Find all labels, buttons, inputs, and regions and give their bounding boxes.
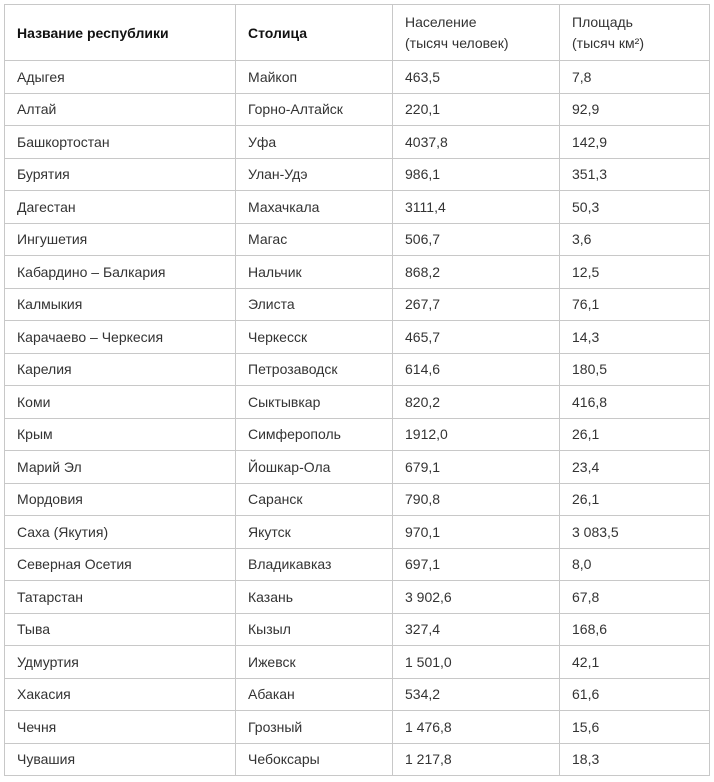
header-area (560, 5, 710, 61)
cell-republic-name: Карачаево – Черкесия (5, 321, 236, 354)
cell-population: 1 476,8 (393, 711, 560, 744)
cell-area: 18,3 (560, 743, 710, 776)
cell-area: 67,8 (560, 581, 710, 614)
cell-area: 26,1 (560, 483, 710, 516)
table-row (5, 158, 710, 191)
table-row (5, 61, 710, 94)
cell-area: 351,3 (560, 158, 710, 191)
cell-capital: Саранск (236, 483, 393, 516)
cell-area: 50,3 (560, 191, 710, 224)
cell-republic-name: Башкортостан (5, 126, 236, 159)
cell-population: 506,7 (393, 223, 560, 256)
cell-population: 220,1 (393, 93, 560, 126)
table-row (5, 451, 710, 484)
table-row (5, 191, 710, 224)
header-population (393, 5, 560, 61)
cell-population: 327,4 (393, 613, 560, 646)
cell-capital: Петрозаводск (236, 353, 393, 386)
table-row (5, 418, 710, 451)
cell-area: 15,6 (560, 711, 710, 744)
cell-population: 534,2 (393, 678, 560, 711)
cell-capital: Чебоксары (236, 743, 393, 776)
cell-capital: Нальчик (236, 256, 393, 289)
cell-republic-name: Крым (5, 418, 236, 451)
table-row (5, 581, 710, 614)
table-row (5, 223, 710, 256)
cell-republic-name: Чечня (5, 711, 236, 744)
cell-republic-name: Тыва (5, 613, 236, 646)
cell-republic-name: Коми (5, 386, 236, 419)
cell-area: 142,9 (560, 126, 710, 159)
cell-capital: Черкесск (236, 321, 393, 354)
table-row (5, 743, 710, 776)
cell-capital: Симферополь (236, 418, 393, 451)
cell-area: 416,8 (560, 386, 710, 419)
cell-republic-name: Чувашия (5, 743, 236, 776)
cell-population: 679,1 (393, 451, 560, 484)
cell-republic-name: Мордовия (5, 483, 236, 516)
cell-capital: Уфа (236, 126, 393, 159)
cell-area: 3,6 (560, 223, 710, 256)
cell-republic-name: Удмуртия (5, 646, 236, 679)
header-area-title: Площадь (572, 13, 633, 30)
cell-area: 42,1 (560, 646, 710, 679)
table-row (5, 126, 710, 159)
cell-capital: Кызыл (236, 613, 393, 646)
cell-capital: Магас (236, 223, 393, 256)
table-row (5, 483, 710, 516)
cell-republic-name: Марий Эл (5, 451, 236, 484)
table-row (5, 711, 710, 744)
cell-republic-name: Карелия (5, 353, 236, 386)
cell-population: 3 902,6 (393, 581, 560, 614)
table-body (5, 61, 710, 776)
cell-capital: Ижевск (236, 646, 393, 679)
header-name: Название республики (5, 5, 236, 61)
cell-capital: Абакан (236, 678, 393, 711)
cell-republic-name: Адыгея (5, 61, 236, 94)
cell-population: 3111,4 (393, 191, 560, 224)
table-row (5, 288, 710, 321)
cell-capital: Махачкала (236, 191, 393, 224)
republics-table (4, 4, 710, 776)
table-row (5, 548, 710, 581)
table-row (5, 516, 710, 549)
cell-population: 1 217,8 (393, 743, 560, 776)
cell-area: 23,4 (560, 451, 710, 484)
cell-republic-name: Саха (Якутия) (5, 516, 236, 549)
cell-capital: Грозный (236, 711, 393, 744)
cell-capital: Улан-Удэ (236, 158, 393, 191)
table-row (5, 613, 710, 646)
cell-population: 4037,8 (393, 126, 560, 159)
cell-area: 3 083,5 (560, 516, 710, 549)
cell-population: 463,5 (393, 61, 560, 94)
cell-area: 26,1 (560, 418, 710, 451)
cell-capital: Йошкар-Ола (236, 451, 393, 484)
cell-capital: Горно-Алтайск (236, 93, 393, 126)
table-row (5, 678, 710, 711)
cell-population: 465,7 (393, 321, 560, 354)
cell-republic-name: Северная Осетия (5, 548, 236, 581)
cell-area: 12,5 (560, 256, 710, 289)
cell-republic-name: Калмыкия (5, 288, 236, 321)
cell-capital: Якутск (236, 516, 393, 549)
cell-area: 61,6 (560, 678, 710, 711)
cell-capital: Сыктывкар (236, 386, 393, 419)
cell-area: 8,0 (560, 548, 710, 581)
cell-population: 790,8 (393, 483, 560, 516)
cell-republic-name: Хакасия (5, 678, 236, 711)
cell-capital: Казань (236, 581, 393, 614)
cell-capital: Майкоп (236, 61, 393, 94)
table-header-row (5, 5, 710, 61)
cell-population: 1912,0 (393, 418, 560, 451)
cell-population: 267,7 (393, 288, 560, 321)
table-row (5, 256, 710, 289)
cell-republic-name: Алтай (5, 93, 236, 126)
header-area-unit: (тысяч км²) (572, 34, 644, 51)
cell-area: 168,6 (560, 613, 710, 646)
table-row (5, 321, 710, 354)
cell-area: 92,9 (560, 93, 710, 126)
table-row (5, 386, 710, 419)
header-population-title: Население (405, 13, 477, 30)
cell-population: 1 501,0 (393, 646, 560, 679)
cell-area: 14,3 (560, 321, 710, 354)
header-population-unit: (тысяч человек) (405, 34, 509, 51)
cell-republic-name: Ингушетия (5, 223, 236, 256)
cell-population: 970,1 (393, 516, 560, 549)
cell-population: 697,1 (393, 548, 560, 581)
cell-population: 820,2 (393, 386, 560, 419)
cell-population: 986,1 (393, 158, 560, 191)
cell-population: 614,6 (393, 353, 560, 386)
cell-area: 76,1 (560, 288, 710, 321)
cell-republic-name: Бурятия (5, 158, 236, 191)
cell-republic-name: Кабардино – Балкария (5, 256, 236, 289)
cell-capital: Владикавказ (236, 548, 393, 581)
cell-republic-name: Дагестан (5, 191, 236, 224)
table-row (5, 646, 710, 679)
cell-population: 868,2 (393, 256, 560, 289)
table-row (5, 353, 710, 386)
header-capital: Столица (236, 5, 393, 61)
cell-area: 180,5 (560, 353, 710, 386)
cell-area: 7,8 (560, 61, 710, 94)
table-row (5, 93, 710, 126)
cell-republic-name: Татарстан (5, 581, 236, 614)
cell-capital: Элиста (236, 288, 393, 321)
